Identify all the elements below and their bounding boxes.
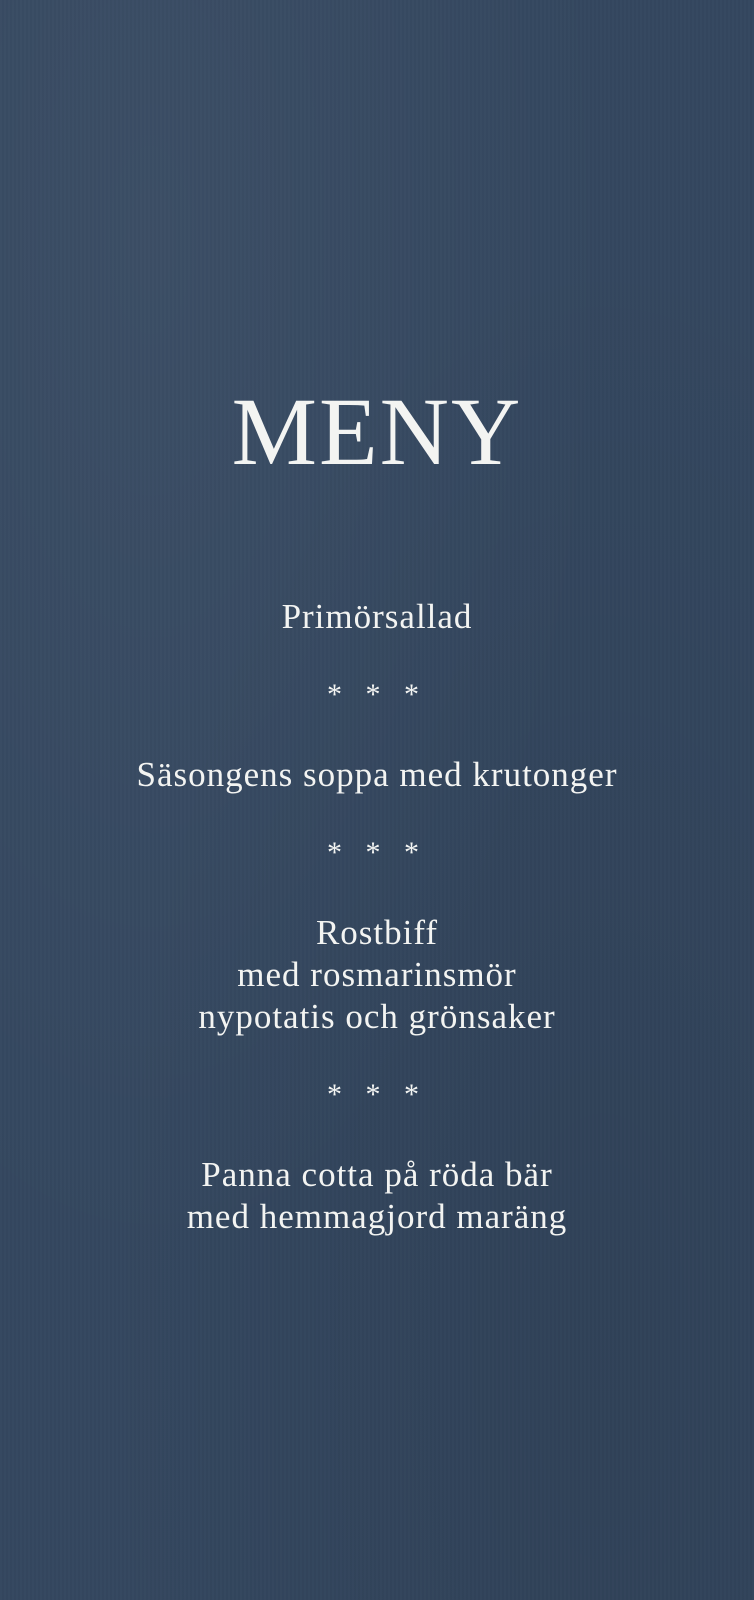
course-dessert: [0, 1154, 754, 1238]
course-line: Säsongens soppa med krutonger: [136, 755, 618, 794]
course-separator: * * *: [327, 836, 427, 869]
course-separator: * * *: [327, 678, 427, 711]
course-starter: [0, 596, 754, 638]
menu-title: MENY: [231, 378, 523, 485]
course-line: nypotatis och grönsaker: [198, 997, 556, 1036]
course-main: [0, 912, 754, 1038]
course-separator: * * *: [327, 1078, 427, 1111]
course-line: Rostbiff: [315, 913, 439, 952]
menu-courses: [0, 596, 754, 1238]
course-line: med hemmagjord maräng: [186, 1197, 568, 1236]
course-line: Panna cotta på röda bär: [201, 1155, 553, 1194]
course-line: med rosmarinsmör: [237, 955, 517, 994]
course-soup: [0, 754, 754, 796]
course-line: Primörsallad: [281, 597, 473, 636]
